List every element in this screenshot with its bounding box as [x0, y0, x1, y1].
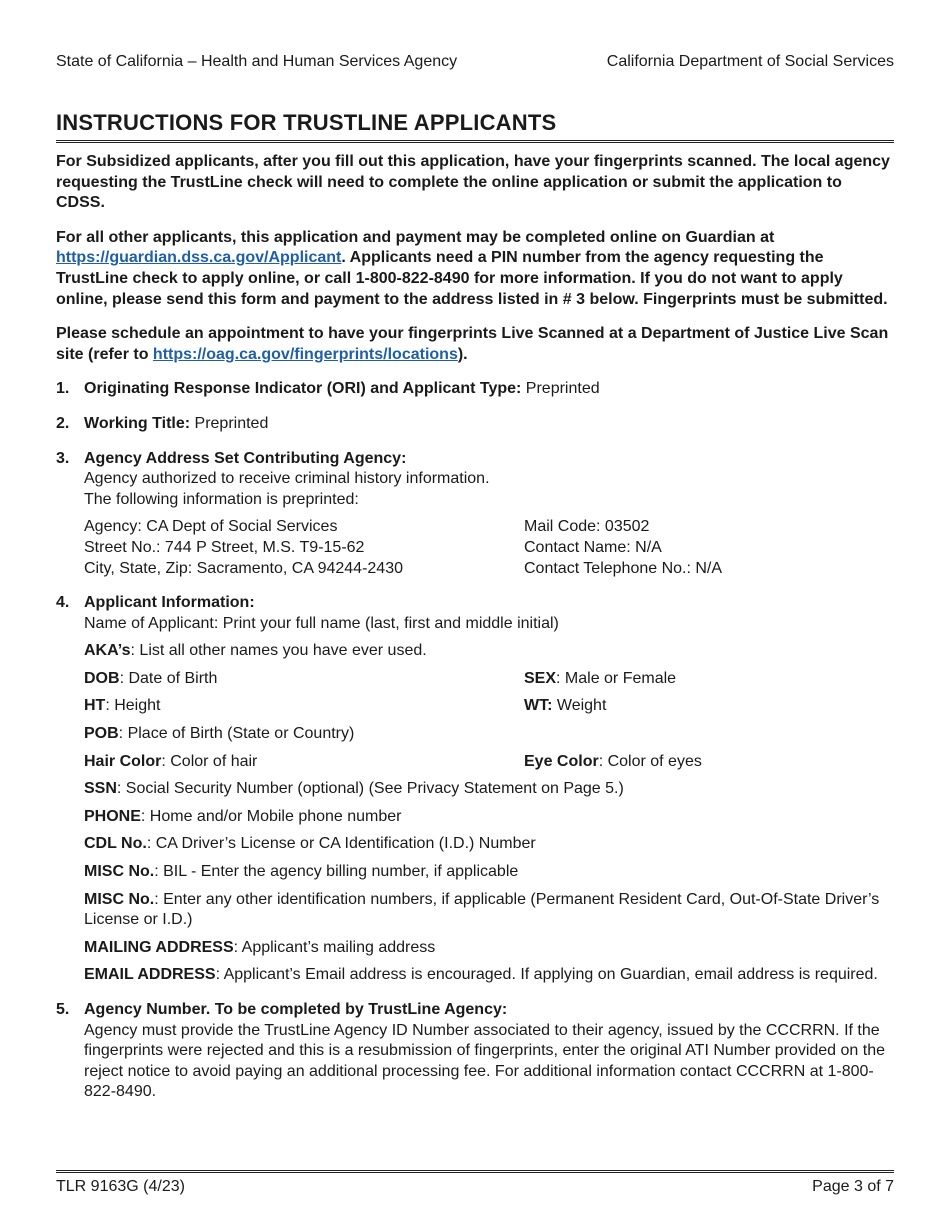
item-number: 3.	[56, 449, 70, 467]
preprinted-line: The following information is preprinted:	[84, 490, 359, 508]
livescan-locations-link[interactable]: https://oag.ca.gov/fingerprints/locations	[152, 345, 458, 363]
field-misc-billing	[84, 862, 894, 883]
field-desc: : Date of Birth	[119, 669, 218, 687]
field-desc: : List all other names you have ever used.	[130, 642, 427, 660]
row-dob-sex	[84, 669, 894, 690]
header-department: California Department of Social Services	[606, 53, 894, 70]
agency-address-block	[84, 517, 894, 579]
page-title: INSTRUCTIONS FOR TRUSTLINE APPLICANTS	[56, 110, 894, 143]
field-label: POB	[84, 725, 119, 743]
item-2	[56, 414, 894, 435]
item-3	[56, 449, 894, 580]
field-aka	[84, 641, 894, 662]
field-label: PHONE	[84, 807, 141, 825]
item-4	[56, 593, 894, 986]
field-label: SEX	[524, 669, 557, 687]
document-body	[56, 152, 894, 1117]
field-label: CDL No.	[84, 835, 147, 853]
item-1	[56, 379, 894, 400]
field-desc: : BIL - Enter the agency billing number, if applicable	[154, 863, 519, 881]
field-phone	[84, 807, 894, 828]
page-number: Page 3 of 7	[812, 1178, 894, 1195]
item-5	[56, 1000, 894, 1103]
field-label: DOB	[84, 669, 120, 687]
field-desc: : Place of Birth (State or Country)	[118, 725, 355, 743]
field-desc: : Male or Female	[556, 669, 677, 687]
field-label: WT:	[524, 697, 553, 715]
form-id: TLR 9163G (4/23)	[56, 1178, 185, 1195]
field-desc: : Home and/or Mobile phone number	[140, 807, 402, 825]
intro-online-text-b: . Applicants need a PIN number from the agency requesting the TrustLine check to apply online, or call 1-800-822-8490 for more information. If you do not want to apply online, please send this form and payment to the address listed in # 3 below. Fingerprints must be submitted.	[56, 249, 888, 308]
field-desc: : Social Security Number (optional) (See Privacy Statement on Page 5.)	[116, 780, 624, 798]
field-desc: : Applicant’s mailing address	[233, 938, 436, 956]
contact-phone: Contact Telephone No.: N/A	[524, 559, 723, 577]
field-ssn	[84, 779, 894, 800]
field-desc: : CA Driver’s License or CA Identification (I.D.) Number	[146, 835, 536, 853]
contact-name: Contact Name: N/A	[524, 538, 662, 556]
item-number: 2.	[56, 414, 70, 432]
field-desc: : Color of hair	[161, 752, 258, 770]
item-label: Agency Address Set Contributing Agency:	[84, 449, 407, 467]
field-label: MAILING ADDRESS	[84, 938, 234, 956]
intro-online-text-a: For all other applicants, this application and payment may be completed online on Guardian at	[56, 228, 775, 246]
item-number: 4.	[56, 594, 70, 612]
item-label: Originating Response Indicator (ORI) and Applicant Type:	[84, 380, 522, 398]
field-desc: : Height	[105, 697, 161, 715]
intro-online	[56, 228, 894, 310]
item-label: Applicant Information:	[84, 594, 255, 612]
field-label: SSN	[84, 780, 117, 798]
field-desc: : Applicant’s Email address is encouraged. If applying on Guardian, email address is required.	[215, 966, 878, 984]
intro-livescan-text-a: Please schedule an appointment to have your fingerprints Live Scanned at a Department of Justice Live Scan site (refer to	[56, 325, 889, 363]
name-of-applicant: Name of Applicant: Print your full name (last, first and middle initial)	[84, 614, 559, 632]
field-pob	[84, 724, 894, 745]
row-hair-eye	[84, 752, 894, 773]
intro-livescan	[56, 324, 894, 365]
page-header	[56, 53, 894, 71]
item-label: Agency Number. To be completed by TrustLine Agency:	[84, 1001, 508, 1018]
agency-name: Agency: CA Dept of Social Services	[84, 518, 338, 536]
item-number: 5.	[56, 1001, 70, 1018]
field-mailing-address	[84, 938, 894, 959]
header-agency: State of California – Health and Human Services Agency	[56, 53, 458, 70]
field-desc: : Color of eyes	[598, 752, 702, 770]
field-desc: : Enter any other identification numbers, if applicable (Permanent Resident Card, Out-Of-State Driver’s License or I.D.)	[84, 890, 880, 929]
intro-livescan-text-b: ).	[457, 345, 468, 363]
mail-code: Mail Code: 03502	[524, 518, 650, 536]
field-label: MISC No.	[84, 863, 155, 881]
item-number: 1.	[56, 380, 70, 398]
field-label: Hair Color	[84, 752, 162, 770]
agency-city: City, State, Zip: Sacramento, CA 94244-2430	[84, 559, 403, 577]
row-ht-wt	[84, 696, 894, 717]
intro-subsidized: For Subsidized applicants, after you fill out this application, have your fingerprints scanned. The local agency requesting the TrustLine check will need to complete the online application or submit the application to CDSS.	[56, 153, 890, 212]
field-label: MISC No.	[84, 890, 155, 908]
field-label: EMAIL ADDRESS	[84, 966, 216, 984]
guardian-link[interactable]: https://guardian.dss.ca.gov/Applicant	[56, 249, 342, 267]
field-misc-other	[84, 890, 894, 931]
field-label: AKA’s	[84, 642, 131, 660]
item-text: Agency must provide the TrustLine Agency ID Number associated to their agency, issued by the CCCRRN. If the fingerprints were rejected and this is a resubmission of fingerprints, enter the original ATI Number provided on the reject notice to avoid paying an additional processing fee. For additional information contact CCCRRN at 1-800-822-8490.	[84, 1021, 885, 1101]
agency-authorized-line: Agency authorized to receive criminal history information.	[84, 470, 490, 488]
field-email-address	[84, 965, 894, 986]
field-label: HT	[84, 697, 106, 715]
field-label: Eye Color	[524, 752, 599, 770]
field-cdl	[84, 834, 894, 855]
item-label: Working Title:	[84, 414, 191, 432]
agency-street: Street No.: 744 P Street, M.S. T9-15-62	[84, 538, 365, 556]
item-text: Preprinted	[190, 414, 269, 432]
page-footer	[56, 1170, 894, 1196]
item-text: Preprinted	[521, 380, 600, 398]
field-desc: Weight	[552, 697, 607, 715]
